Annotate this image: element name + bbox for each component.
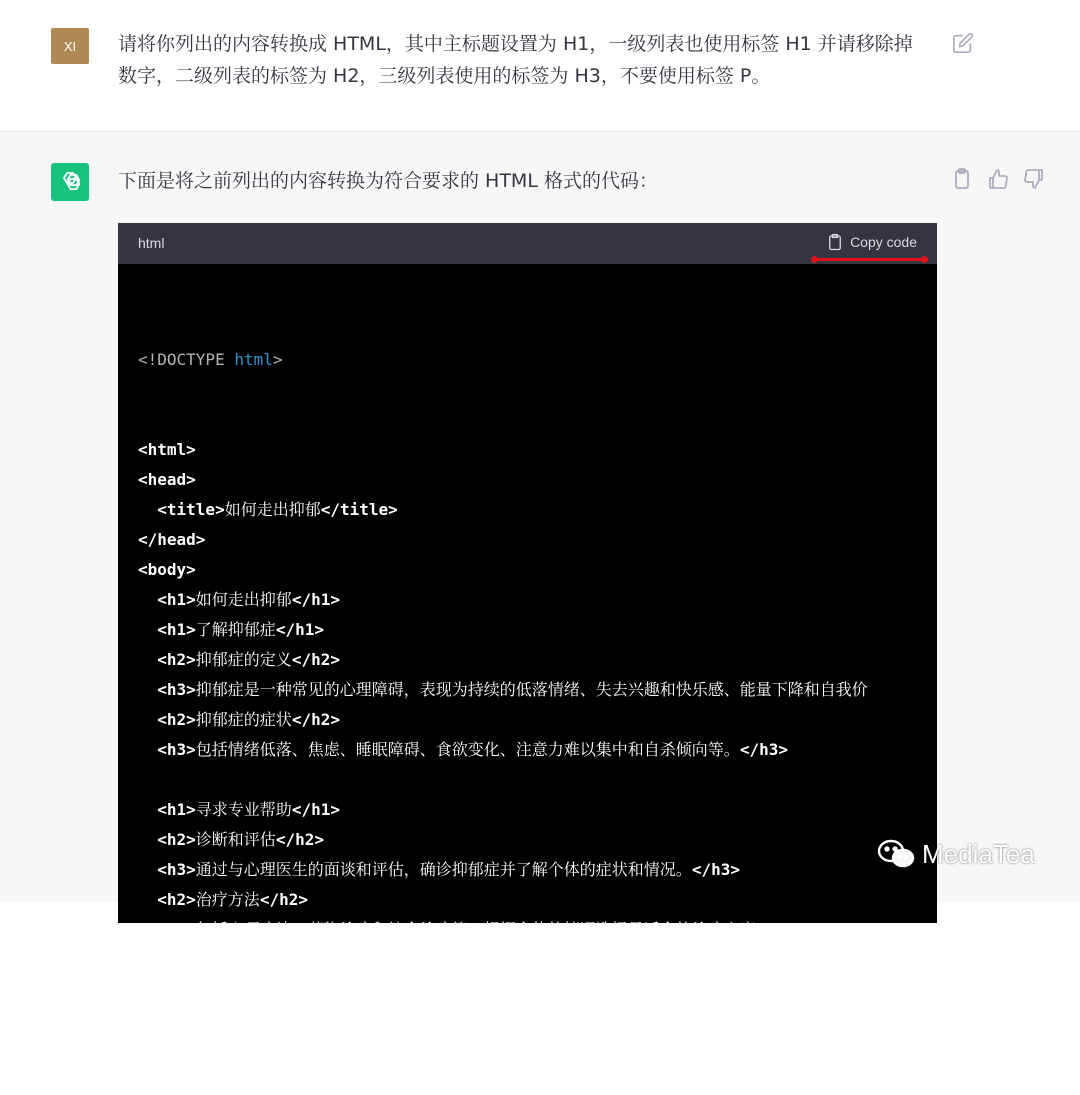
code-line: <h3>通过与心理医生的面谈和评估，确诊抑郁症并了解个体的症状和情况。</h3> xyxy=(157,860,740,879)
assistant-message-row xyxy=(0,132,1080,1029)
code-content xyxy=(118,264,937,1095)
code-block-header xyxy=(118,223,937,264)
code-line: <h1>了解抑郁症</h1> xyxy=(157,620,324,639)
mediatea-watermark xyxy=(876,838,1035,870)
code-line: <title>如何走出抑郁</title> xyxy=(157,500,398,519)
user-message-row xyxy=(0,0,1080,132)
code-language-label: html xyxy=(138,235,165,251)
code-line: <h1>寻求专业帮助</h1> xyxy=(157,800,340,819)
user-message-text: 请将你列出的内容转换成 HTML，其中主标题设置为 H1，一级列表也使用标签 H1 并请移除掉数字，二级列表的标签为 H2，三级列表使用的标签为 H3，不要使用标签 P。 xyxy=(118,33,913,87)
code-line: <h2>治疗方法</h2> xyxy=(157,890,308,909)
code-line: <h2>诊断和评估</h2> xyxy=(157,830,324,849)
copy-code-label: Copy code xyxy=(850,234,917,250)
thumbs-up-icon[interactable] xyxy=(986,167,1010,191)
wechat-icon xyxy=(876,838,916,870)
red-highlight-underline xyxy=(814,258,925,261)
code-line xyxy=(138,945,917,975)
code-line-doctype: <!DOCTYPE html> xyxy=(138,350,283,369)
code-line: <h3>抑郁症是一种常见的心理障碍，表现为持续的低落情绪、失去兴趣和快乐感、能量下降和自我价 xyxy=(157,680,868,699)
thumbs-down-icon[interactable] xyxy=(1022,167,1046,191)
clipboard-icon xyxy=(826,233,844,251)
code-line: <head> xyxy=(138,470,196,489)
assistant-intro-text: 下面是将之前列出的内容转换为符合要求的 HTML 格式的代码： xyxy=(118,170,658,192)
code-block xyxy=(118,223,937,1029)
copy-code-button[interactable] xyxy=(826,233,917,251)
code-line: </head> xyxy=(138,530,206,549)
watermark-text: MediaTea xyxy=(922,838,1035,869)
code-line: <h1>如何走出抑郁</h1> xyxy=(157,590,340,609)
code-line xyxy=(138,765,917,795)
code-line: <h2>抑郁症的症状</h2> xyxy=(157,710,340,729)
code-line: <h3>包括情绪低落、焦虑、睡眠障碍、食欲变化、注意力难以集中和自杀倾向等。</h3> xyxy=(157,740,788,759)
user-avatar: XI xyxy=(51,28,89,64)
code-line: <h3>包括心理疗法、药物治疗和综合治疗等，根据个体的情况选择最适合的治疗方案。</h3> xyxy=(157,920,820,939)
code-line: <h1>建立健康的生活方式</h1> xyxy=(157,980,388,999)
chatgpt-logo-icon xyxy=(51,163,89,201)
edit-icon[interactable] xyxy=(952,32,974,54)
clipboard-icon[interactable] xyxy=(950,167,974,191)
message-actions xyxy=(950,167,1046,191)
code-line: <body> xyxy=(138,560,196,579)
code-line: <h2>抑郁症的定义</h2> xyxy=(157,650,340,669)
code-line: <html> xyxy=(138,440,196,459)
code-line: <h2>规律的作息时间</h2> xyxy=(157,1010,356,1029)
